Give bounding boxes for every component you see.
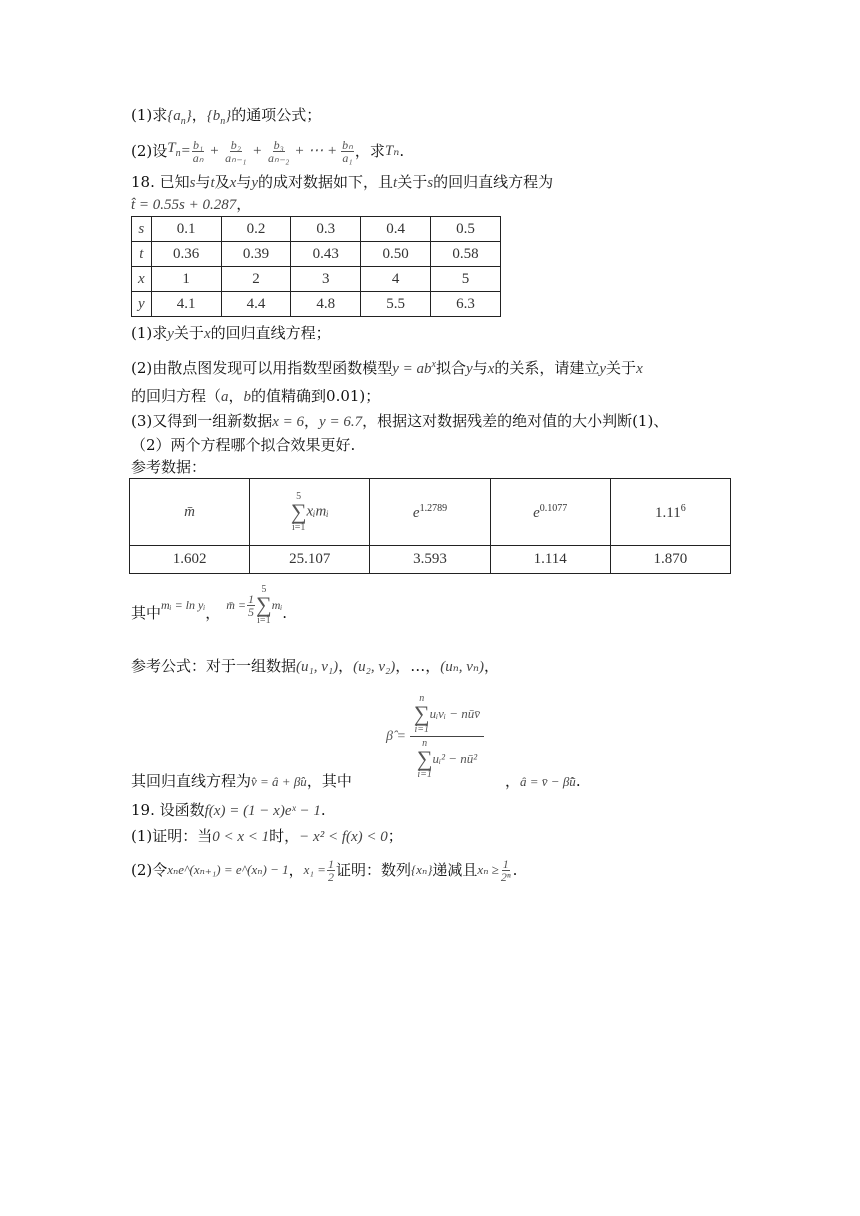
- ref-data-label: 参考数据：: [131, 458, 207, 476]
- q19-intro: 19. 设函数f(x) = (1 − x)eˣ − 1.: [131, 801, 326, 819]
- text: 的通项公式；: [231, 106, 322, 124]
- table-cell: 1.870: [610, 546, 730, 574]
- math-seq-a: $\{a_n\}$: [167, 108, 192, 127]
- q18-part3-line2: （2）两个方程哪个拟合效果更好.: [131, 436, 356, 454]
- math-seq-b: $\{b_n\}$: [206, 108, 232, 127]
- regression-line: 其回归直线方程为v̂ = â + β̂u，其中: [131, 772, 352, 790]
- table-cell: 25.107: [250, 546, 370, 574]
- text: (1)求: [131, 106, 168, 124]
- table-row: [132, 242, 501, 267]
- table-cell: 1.602: [130, 546, 250, 574]
- q19-part1: (1)证明：当0 < x < 1时，− x² < f(x) < 0；: [131, 827, 403, 845]
- table-cell: 0.1: [151, 217, 221, 242]
- table-row: [132, 267, 501, 292]
- table-cell: 3.593: [370, 546, 490, 574]
- header-power: 1.11$^6$: [610, 479, 730, 546]
- math-model: $y = ab^x$: [392, 359, 436, 377]
- fraction-1: $\frac{\text{b₁}}{\text{aₙ}}$: [192, 137, 204, 165]
- header-mbar: m̄: [130, 479, 250, 546]
- table-row: [132, 292, 501, 317]
- reference-table: [129, 478, 731, 574]
- table-cell: 0.50: [361, 242, 431, 267]
- table-cell: 4.8: [291, 292, 361, 317]
- math-regression: t̂ = 0.55s + 0.287: [131, 197, 237, 213]
- text: (2)设: [131, 142, 168, 160]
- row-header-cell: t: [132, 242, 152, 267]
- fraction-2: $\frac{\text{b₂}}{\text{aₙ₋₁}}$: [225, 137, 247, 165]
- table-cell: 1: [151, 267, 221, 292]
- row-header-cell: x: [132, 267, 152, 292]
- table-cell: 4: [361, 267, 431, 292]
- header-e2: $e^{0.1077}$: [490, 479, 610, 546]
- alpha-eq: ，â = v̄ − β̂ū.: [505, 772, 581, 790]
- q18-intro: 18. 已知s与t及x与y的成对数据如下，且t关于s的回归直线方程为: [131, 173, 554, 191]
- q18-part1: (1)求y关于x的回归直线方程；: [131, 324, 331, 342]
- table-cell: 0.5: [431, 217, 501, 242]
- table-cell: 5.5: [361, 292, 431, 317]
- fraction-3: $\frac{\text{b₃}}{\text{aₙ₋₂}}$: [268, 137, 290, 165]
- header-sum: 5 ∑ i=1 xᵢmᵢ: [250, 479, 370, 546]
- where-clause: 其中 mᵢ = ln yᵢ ， m̄ = $\frac{1}{5}$ 5 ∑ i=1 mᵢ .: [131, 584, 288, 626]
- q18-part2: (2)由散点图发现可以用指数型函数模型$y = ab^x$拟合y与x的关系，请建立y关于x: [131, 359, 643, 377]
- table-cell: 0.4: [361, 217, 431, 242]
- table-cell: 0.39: [221, 242, 291, 267]
- q19-part2: (2)令 xₙe^(xₙ₊₁) = e^(xₙ) − 1 ， x₁ = $\frac{1}{2}$ 证明：数列 {xₙ} 递减且 xₙ ≥ $\frac{1}{\text{2ⁿ}}$ .: [131, 856, 518, 884]
- q18-part2-line2: 的回归方程（a，b的值精确到0.01)；: [131, 387, 381, 405]
- table-cell: 6.3: [431, 292, 501, 317]
- q18-regression: t̂ = 0.55s + 0.287，: [131, 195, 252, 213]
- q17-part2: (2)设 $T_n$ = $\frac{\text{b₁}}{\text{aₙ}}$ + $\frac{\text{b₂}}{\text{aₙ₋₁}}$ + $\frac{\text{b₃}}{\text{aₙ₋₂}}$ + ⋯ + $\frac{\text{bₙ}}{\text{a₁}}$ ，求 Tₙ .: [131, 137, 405, 165]
- math-dots: + ⋯ +: [294, 143, 338, 159]
- table-cell: 4.4: [221, 292, 291, 317]
- text: 18. 已知: [131, 173, 190, 191]
- formula-intro: 参考公式：对于一组数据(u₁, v₁)，(u₂, v₂)，…，(uₙ, vₙ)，: [131, 657, 500, 675]
- table-cell: 0.2: [221, 217, 291, 242]
- q17-part1: [131, 106, 321, 131]
- table-cell: 4.1: [151, 292, 221, 317]
- table-cell: 3: [291, 267, 361, 292]
- row-header-cell: s: [132, 217, 152, 242]
- table-row: [132, 217, 501, 242]
- q18-part3: (3)又得到一组新数据x = 6，y = 6.7，根据这对数据残差的绝对值的大小判断(1)、: [131, 412, 669, 430]
- text: ，: [191, 106, 207, 124]
- table-cell: 0.3: [291, 217, 361, 242]
- text: ，求: [354, 142, 385, 160]
- math-tn: $T_n$: [167, 140, 181, 159]
- data-table: [131, 216, 501, 317]
- table-cell: 0.43: [291, 242, 361, 267]
- fraction-4: $\frac{\text{bₙ}}{\text{a₁}}$: [342, 137, 353, 165]
- row-header-cell: y: [132, 292, 152, 317]
- header-e1: $e^{1.2789}$: [370, 479, 490, 546]
- table-cell: 1.114: [490, 546, 610, 574]
- beta-formula: β̂ = n ∑ i=1 uᵢvᵢ − nūv̄ n ∑ i=1 uᵢ² − nū²: [386, 693, 484, 780]
- math-eq: =: [180, 143, 191, 159]
- math-tn: Tₙ: [384, 143, 400, 159]
- table-cell: 0.36: [151, 242, 221, 267]
- table-cell: 2: [221, 267, 291, 292]
- table-cell: 5: [431, 267, 501, 292]
- table-cell: 0.58: [431, 242, 501, 267]
